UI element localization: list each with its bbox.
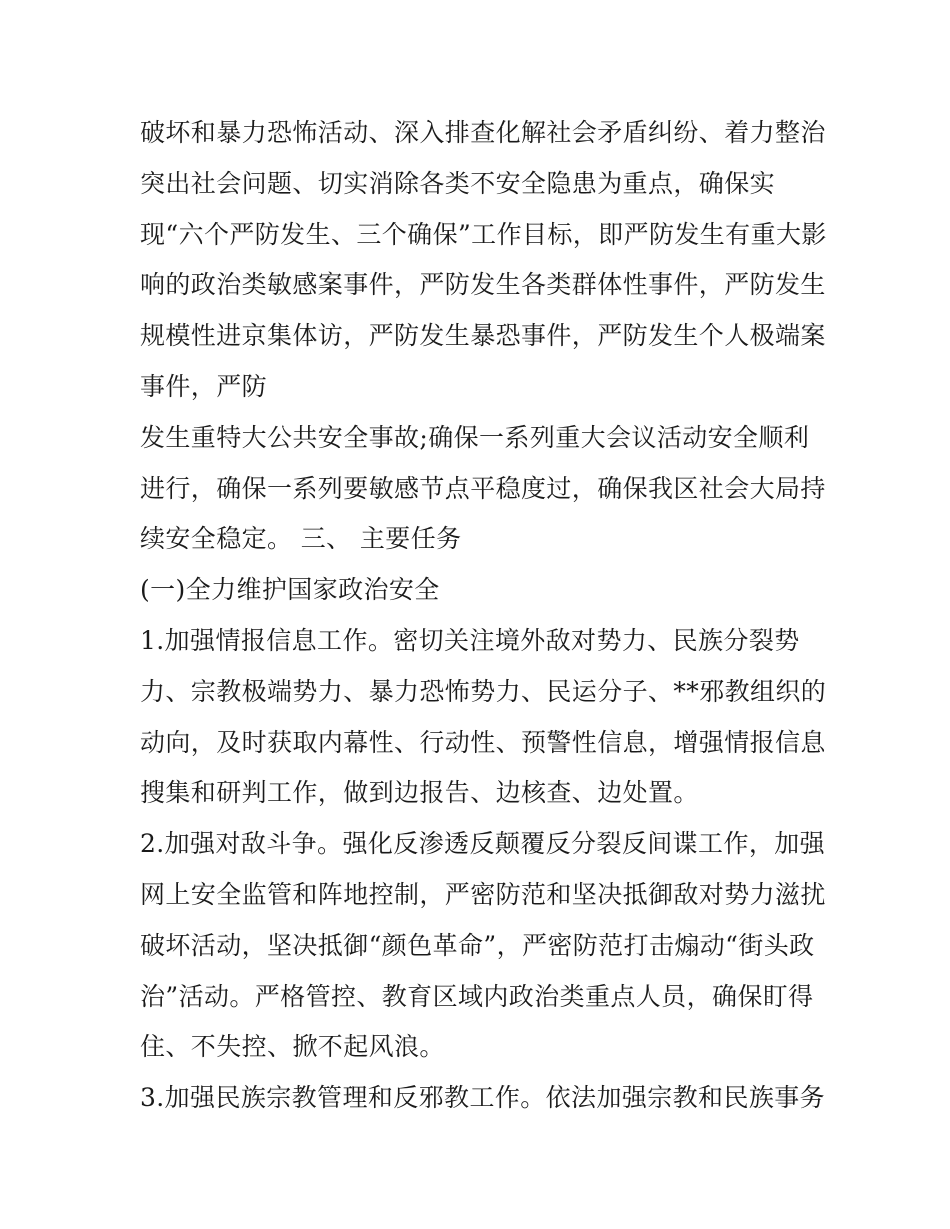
text-line: 力、宗教极端势力、暴力恐怖势力、民运分子、**邪教组织的 — [140, 676, 827, 706]
text-line: 3.加强民族宗教管理和反邪教工作。依法加强宗教和民族事务 — [140, 1083, 826, 1113]
text-line: 网上安全监管和阵地控制，严密防范和坚决抵御敌对势力滋扰 — [140, 879, 826, 909]
text-line: 规模性进京集体访，严防发生暴恐事件，严防发生个人极端案 — [140, 321, 826, 351]
text-line: 治”活动。严格管控、教育区域内政治类重点人员，确保盯得 — [140, 981, 814, 1011]
text-line: 响的政治类敏感案事件，严防发生各类群体性事件，严防发生 — [140, 270, 826, 300]
section-heading-line: 续安全稳定。 三、 主要任务 — [140, 524, 462, 554]
text-line: 进行，确保一系列要敏感节点平稳度过，确保我区社会大局持 — [140, 473, 826, 503]
document-body — [140, 108, 827, 1124]
text-line: 破坏和暴力恐怖活动、深入排查化解社会矛盾纠纷、着力整治 — [140, 118, 826, 147]
text-line: 现“六个严防发生、三个确保”工作目标，即严防发生有重大影 — [140, 219, 827, 249]
text-line: 2.加强对敌斗争。强化反渗透反颠覆反分裂反间谍工作，加强 — [140, 829, 826, 859]
text-line: 1.加强情报信息工作。密切关注境外敌对势力、民族分裂势 — [140, 625, 800, 655]
text-line: 发生重特大公共安全事故;确保一系列重大会议活动安全顺利 — [140, 422, 810, 452]
text-line: 动向，及时获取内幕性、行动性、预警性信息，增强情报信息 — [140, 727, 826, 757]
text-line: 搜集和研判工作，做到边报告、边核查、边处置。 — [140, 778, 699, 808]
subsection-heading: (一)全力维护国家政治安全 — [140, 575, 440, 605]
text-line: 破坏活动，坚决抵御“颜色革命”，严密防范打击煽动“街头政 — [140, 930, 815, 960]
text-line: 事件，严防 — [140, 371, 268, 401]
text-line: 突出社会问题、切实消除各类不安全隐患为重点，确保实 — [140, 168, 776, 198]
text-line: 住、不失控、掀不起风浪。 — [140, 1032, 445, 1062]
